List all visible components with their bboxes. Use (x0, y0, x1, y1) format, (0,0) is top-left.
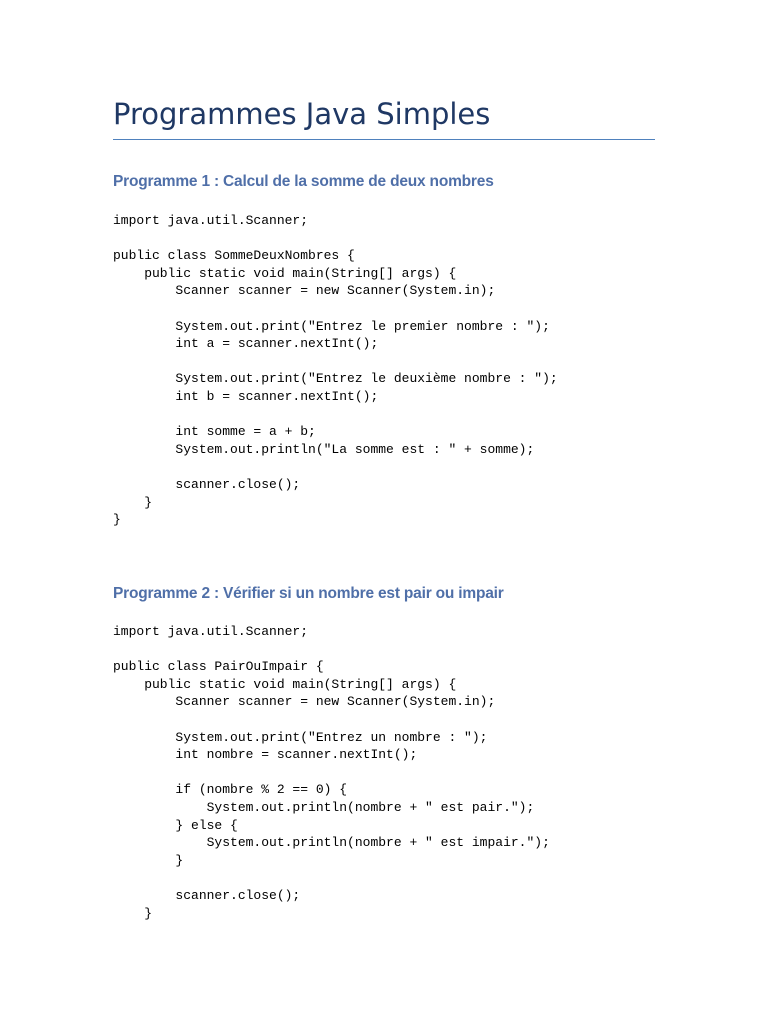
code-line (113, 406, 558, 424)
code-line: Scanner scanner = new Scanner(System.in); (113, 283, 496, 299)
page-title: Programmes Java Simples (113, 97, 491, 131)
code-line: } (113, 852, 184, 868)
code-line: import java.util.Scanner; (113, 624, 309, 639)
code-line: } (113, 494, 153, 510)
code-line: int a = scanner.nextInt(); (113, 336, 379, 352)
code-line: int somme = a + b; (113, 424, 316, 440)
title-underline (113, 139, 655, 140)
section-heading-programme-1: Programme 1 : Calcul de la somme de deux nombres (113, 173, 494, 190)
code-line (113, 764, 550, 782)
code-line: System.out.println(nombre + " est pair."); (113, 799, 535, 815)
code-line: System.out.print("Entrez le premier nombre : "); (113, 318, 550, 334)
code-line: public class PairOuImpair { (113, 659, 324, 675)
code-line: System.out.println("La somme est : " + somme); (113, 441, 535, 457)
code-line: int b = scanner.nextInt(); (113, 388, 379, 404)
code-line: scanner.close(); (113, 887, 301, 903)
code-line (113, 353, 558, 371)
code-line: if (nombre % 2 == 0) { (113, 782, 348, 798)
code-line: } (113, 905, 153, 921)
code-line: public static void main(String[] args) { (113, 676, 457, 692)
code-line: System.out.println(nombre + " est impair."); (113, 835, 550, 851)
code-block-programme-1 (113, 212, 558, 529)
code-line (113, 641, 550, 659)
code-line: System.out.print("Entrez un nombre : "); (113, 729, 488, 745)
code-line: int nombre = scanner.nextInt(); (113, 747, 418, 763)
code-line: System.out.print("Entrez le deuxième nombre : "); (113, 371, 558, 387)
code-line (113, 711, 550, 729)
code-line (113, 300, 558, 318)
code-line (113, 458, 558, 476)
code-line: } (113, 512, 121, 528)
section-heading-programme-2: Programme 2 : Vérifier si un nombre est pair ou impair (113, 585, 504, 602)
code-line: public static void main(String[] args) { (113, 265, 457, 281)
code-line: } else { (113, 817, 238, 833)
code-line (113, 230, 558, 248)
code-line: public class SommeDeuxNombres { (113, 248, 355, 264)
code-line (113, 869, 550, 887)
code-line: import java.util.Scanner; (113, 213, 309, 228)
code-line: Scanner scanner = new Scanner(System.in); (113, 694, 496, 710)
code-block-programme-2 (113, 623, 550, 922)
code-line: scanner.close(); (113, 476, 301, 492)
